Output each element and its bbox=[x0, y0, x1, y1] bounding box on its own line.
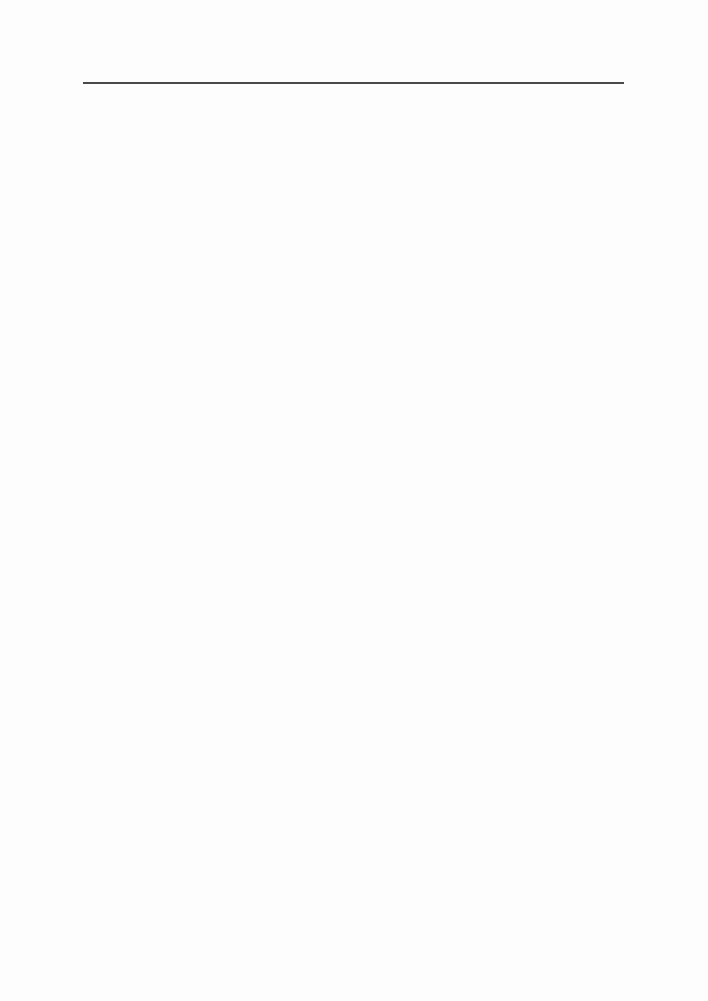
header-divider-rule bbox=[83, 82, 624, 84]
